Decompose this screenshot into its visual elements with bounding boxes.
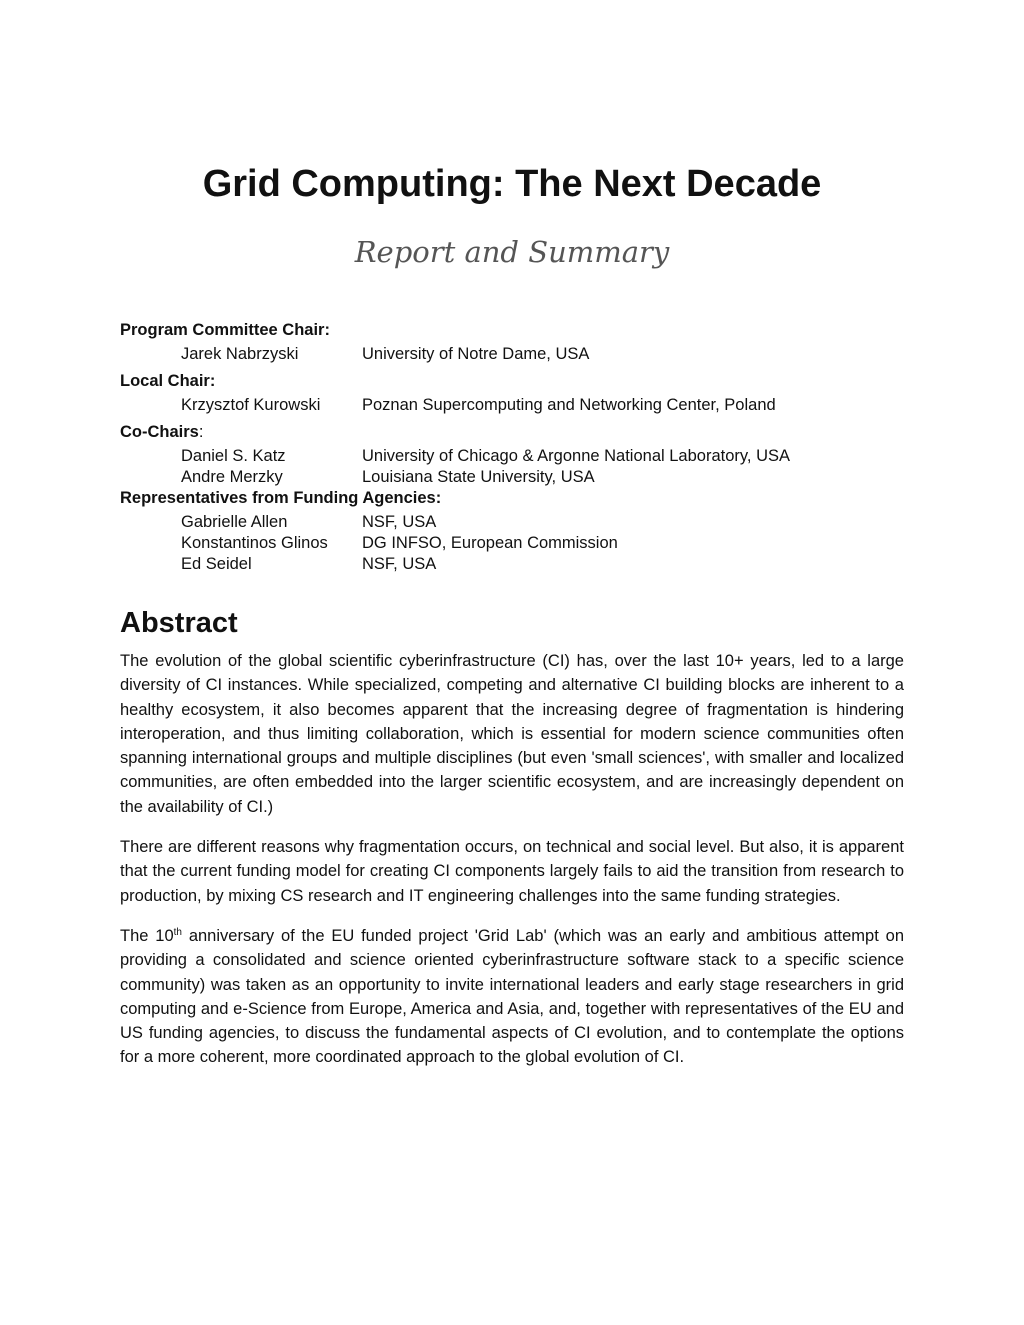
committee-member bbox=[120, 512, 920, 533]
abstract-paragraph-3 bbox=[120, 924, 904, 1070]
member-affiliation: DG INFSO, European Commission bbox=[362, 534, 618, 552]
role-co-chairs-label: Co-Chairs bbox=[120, 423, 199, 441]
role-funding-reps: Representatives from Funding Agencies: bbox=[120, 489, 442, 507]
paragraph-3-start: The 10 bbox=[120, 926, 174, 945]
committee-member bbox=[120, 395, 920, 416]
abstract-body bbox=[120, 649, 904, 1086]
role-co-chairs bbox=[120, 422, 920, 446]
committee-member bbox=[120, 467, 920, 488]
ordinal-superscript: th bbox=[173, 926, 182, 938]
member-name: Krzysztof Kurowski bbox=[181, 396, 321, 414]
committee-member bbox=[120, 554, 920, 575]
role-local-chair: Local Chair: bbox=[120, 372, 216, 390]
member-name: Daniel S. Katz bbox=[181, 447, 286, 465]
document-subtitle: Report and Summary bbox=[354, 235, 670, 269]
member-affiliation: Louisiana State University, USA bbox=[362, 468, 595, 486]
member-affiliation: University of Chicago & Argonne National Laboratory, USA bbox=[362, 447, 791, 465]
abstract-heading: Abstract bbox=[120, 607, 238, 639]
committee-member bbox=[120, 446, 920, 467]
paragraph-3-rest: anniversary of the EU funded project 'Grid Lab' (which was an early and ambitious attempt on providing a consolidated and science oriented cyberinfrastructure software stack to a specific science community) was taken as an opportunity to invite international leaders and early stage researchers in grid computing and e-Science from Europe, America and Asia, and, together with representatives of the EU and US funding agencies, to discuss the fundamental aspects of CI evolution, and to contemplate the options for a more coherent, more coordinated approach to the global evolution of CI. bbox=[120, 926, 904, 1067]
committee-list bbox=[120, 320, 920, 575]
member-name: Gabrielle Allen bbox=[181, 513, 288, 531]
member-affiliation: University of Notre Dame, USA bbox=[362, 345, 590, 363]
member-name: Jarek Nabrzyski bbox=[181, 345, 299, 363]
member-name: Andre Merzky bbox=[181, 468, 283, 486]
member-affiliation: NSF, USA bbox=[362, 513, 437, 531]
role-program-chair: Program Committee Chair: bbox=[120, 321, 330, 339]
committee-member bbox=[120, 344, 920, 365]
member-name: Konstantinos Glinos bbox=[181, 534, 328, 552]
member-affiliation: Poznan Supercomputing and Networking Center, Poland bbox=[362, 396, 776, 414]
abstract-paragraph-1: The evolution of the global scientific cyberinfrastructure (CI) has, over the last 10+ years, led to a large diversity of CI instances. While specialized, competing and alternative CI building blocks are inherent to a healthy ecosystem, it also becomes apparent that the increasing degree of fragmentation is hindering interoperation, and thus limiting collaboration, which is essential for modern science communities often spanning international groups and multiple disciplines (but even 'small sciences', with smaller and localized communities, are often embedded into the larger scientific ecosystem, and are increasingly dependent on the availability of CI.) bbox=[120, 652, 904, 816]
committee-member bbox=[120, 533, 920, 554]
abstract-paragraph-2: There are different reasons why fragmentation occurs, on technical and social level. But also, it is apparent that the current funding model for creating CI components largely fails to aid the transition from research to production, by mixing CS research and IT engineering challenges into the same funding strategies. bbox=[120, 838, 904, 905]
member-affiliation: NSF, USA bbox=[362, 555, 437, 573]
role-co-chairs-colon: : bbox=[198, 423, 204, 441]
member-name: Ed Seidel bbox=[181, 555, 252, 573]
document-title: Grid Computing: The Next Decade bbox=[202, 163, 822, 205]
